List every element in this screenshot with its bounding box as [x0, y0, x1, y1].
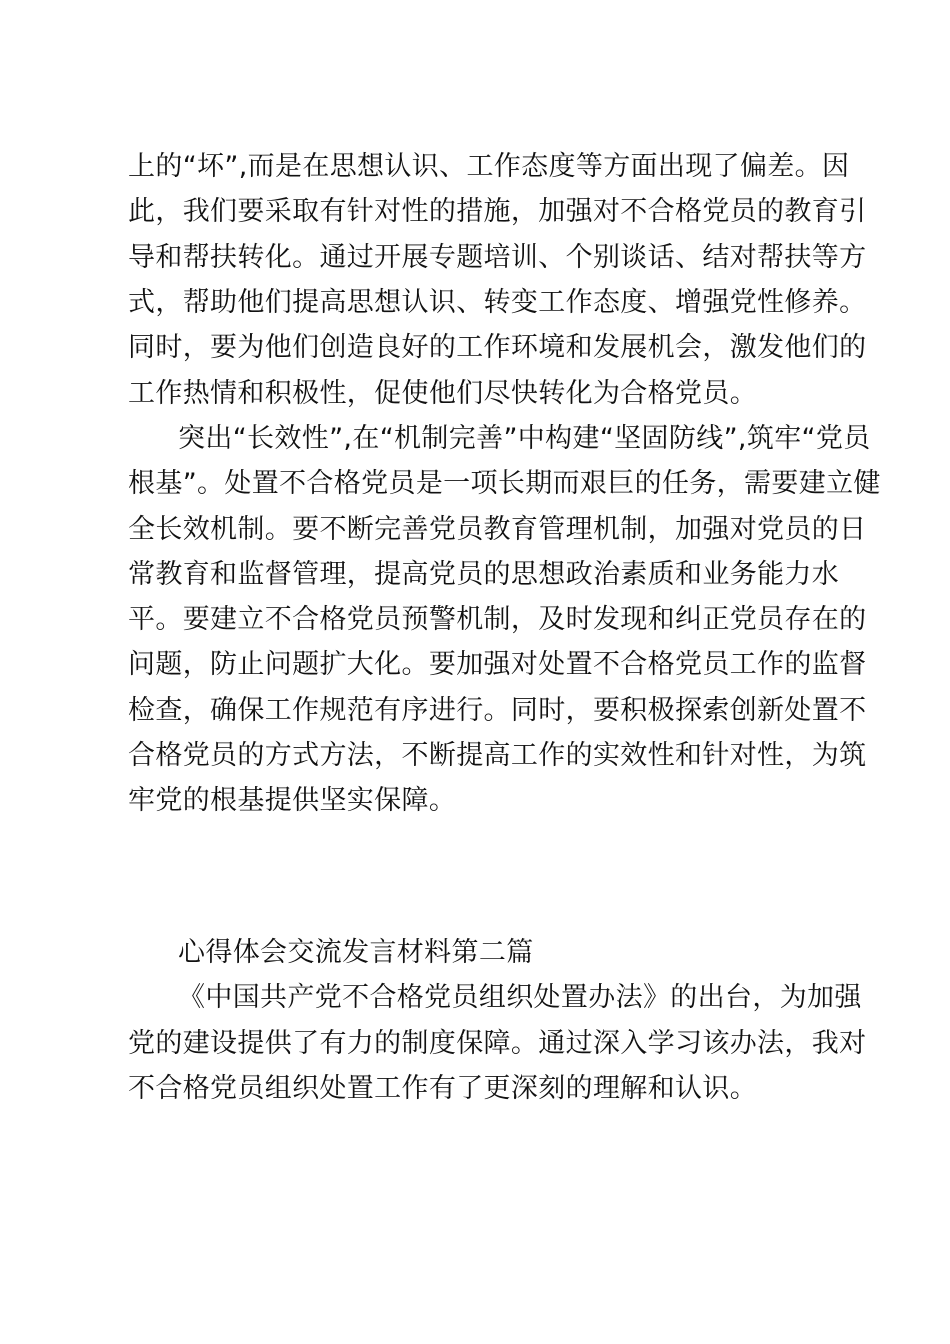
- paragraph-3-line-1: 《中国共产党不合格党员组织处置办法》的出台，为加强: [178, 982, 862, 1013]
- paragraph-2-line-9: 牢党的根基提供坚实保障。: [128, 785, 457, 816]
- paragraph-2-line-4: 常教育和监督管理，提高党员的思想政治素质和业务能力水: [128, 559, 840, 590]
- paragraph-1-line-5: 同时，要为他们创造良好的工作环境和发展机会，激发他们的: [128, 332, 867, 363]
- paragraph-1-line-4: 式，帮助他们提高思想认识、转变工作态度、增强党性修养。: [128, 287, 867, 318]
- paragraph-2-line-6: 问题，防止问题扩大化。要加强对处置不合格党员工作的监督: [128, 649, 867, 680]
- paragraph-2-line-3: 全长效机制。要不断完善党员教育管理机制，加强对党员的日: [128, 514, 867, 545]
- paragraph-2-line-8: 合格党员的方式方法，不断提高工作的实效性和针对性，为筑: [128, 740, 867, 771]
- section-heading: 心得体会交流发言材料第二篇: [178, 937, 534, 968]
- paragraph-2-line-2: 根基”。处置不合格党员是一项长期而艰巨的任务，需要建立健: [128, 468, 881, 499]
- paragraph-2-line-1: 突出“长效性”,在“机制完善”中构建“坚固防线”,筑牢“党员: [178, 423, 871, 454]
- paragraph-3-line-2: 党的建设提供了有力的制度保障。通过深入学习该办法，我对: [128, 1028, 867, 1059]
- paragraph-1-line-3: 导和帮扶转化。通过开展专题培训、个别谈话、结对帮扶等方: [128, 242, 867, 273]
- paragraph-1-line-1: 上的“坏”,而是在思想认识、工作态度等方面出现了偏差。因: [128, 151, 850, 182]
- paragraph-1-line-6: 工作热情和积极性，促使他们尽快转化为合格党员。: [128, 378, 758, 409]
- paragraph-2-line-7: 检查，确保工作规范有序进行。同时，要积极探索创新处置不: [128, 695, 867, 726]
- paragraph-2-line-5: 平。要建立不合格党员预警机制，及时发现和纠正党员存在的: [128, 604, 867, 635]
- paragraph-1-line-2: 此，我们要采取有针对性的措施，加强对不合格党员的教育引: [128, 196, 867, 227]
- paragraph-3-line-3: 不合格党员组织处置工作有了更深刻的理解和认识。: [128, 1073, 758, 1104]
